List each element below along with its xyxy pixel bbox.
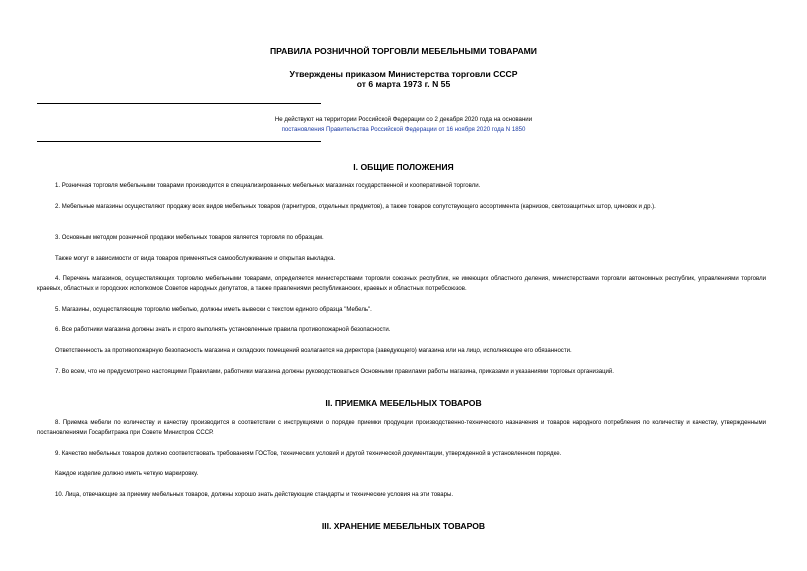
repeal-resolution-link[interactable]: постановления Правительства Российской Федерации от 16 ноября 2020 года N 1850	[281, 126, 526, 133]
paragraph: Ответственность за противопожарную безопасность магазина и складских помещений возлагается на директора (заведующего) магазина или на лицо, исполняющее его обязанности.	[55, 348, 572, 354]
paragraph: 5. Магазины, осуществляющие торговлю мебелью, должны иметь вывески с текстом единого образца "Мебель".	[55, 307, 372, 313]
divider-bottom	[37, 141, 321, 142]
divider-top	[37, 103, 321, 104]
paragraph: Каждое изделие должно иметь четкую маркировку.	[55, 471, 199, 477]
approval-line-2: от 6 марта 1973 г. N 55	[356, 79, 451, 89]
section-heading-1: I. ОБЩИЕ ПОЛОЖЕНИЯ	[353, 162, 454, 172]
section-heading-2: II. ПРИЕМКА МЕБЕЛЬНЫХ ТОВАРОВ	[325, 398, 482, 408]
paragraph: 8. Приемка мебели по количеству и качеству производится в соответствии с инструкциями о порядке приемки продукции производственно-технического назначения и товаров народного потребления по количеству и качеству, утвержденными постановлениями Госарбитража при Совете Министров СССР.	[37, 420, 766, 436]
repeal-notice-line-2	[37, 125, 770, 134]
paragraph: 3. Основным методом розничной продажи мебельных товаров является торговля по образцам.	[55, 235, 324, 241]
paragraph: 2. Мебельные магазины осуществляют продажу всех видов мебельных товаров (гарнитуров, отдельных предметов), а также товаров сопутствующего ассортимента (карнизов, светозащитных штор, циновок и др.).	[55, 204, 656, 210]
section-heading-3: III. ХРАНЕНИЕ МЕБЕЛЬНЫХ ТОВАРОВ	[321, 521, 486, 531]
paragraph: 1. Розничная торговля мебельными товарами производится в специализированных мебельных магазинах государственной и кооперативной торговли.	[55, 183, 481, 189]
paragraph: 6. Все работники магазина должны знать и строго выполнять установленные правила противопожарной безопасности.	[55, 327, 391, 333]
paragraph: Также могут в зависимости от вида товаров применяться самообслуживание и открытая выкладка.	[55, 256, 336, 262]
paragraph: 10. Лица, отвечающие за приемку мебельных товаров, должны хорошо знать действующие стандарты и технические условия на эти товары.	[55, 492, 454, 498]
document-title: ПРАВИЛА РОЗНИЧНОЙ ТОРГОВЛИ МЕБЕЛЬНЫМИ ТОВАРАМИ	[270, 46, 537, 56]
paragraph: 9. Качество мебельных товаров должно соответствовать требованиям ГОСТов, технических условий и другой технической документации, утвержденной в установленном порядке.	[55, 451, 562, 457]
paragraph: 7. Во всем, что не предусмотрено настоящими Правилами, работники магазина должны руководствоваться Основными правилами работы магазина, приказами и указаниями торговых организаций.	[55, 369, 614, 375]
paragraph: 4. Перечень магазинов, осуществляющих торговлю мебельными товарами, определяется министерствами торговли союзных республик, не имеющих областного деления, министерствами торговли автономных республик, управлениями торговли краевых, областных и городских исполкомов Советов народных депутатов, а также правлениями республиканских, краевых и областных потребсоюзов.	[37, 276, 766, 292]
approval-line-1: Утверждены приказом Министерства торговли СССР	[289, 69, 518, 79]
repeal-notice: Не действуют на территории Российской Федерации со 2 декабря 2020 года на основании	[274, 116, 533, 123]
